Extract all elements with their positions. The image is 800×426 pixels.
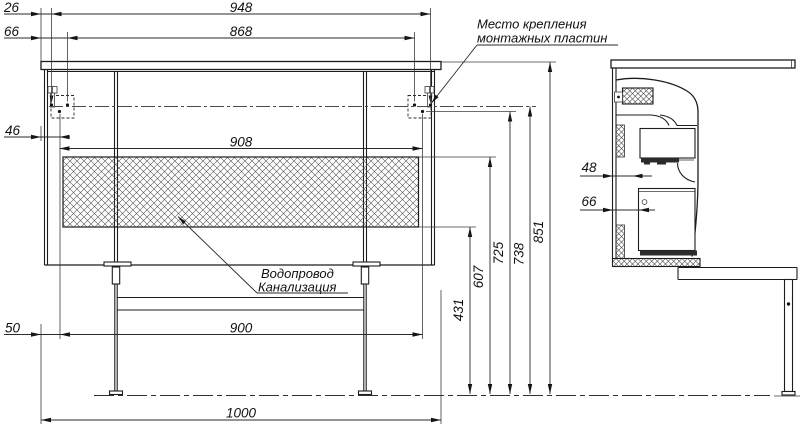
mounting-note <box>432 17 619 104</box>
drawer-upper-section <box>640 129 695 165</box>
plumbing-note-line2: Канализация <box>258 279 337 295</box>
countertop <box>41 62 441 70</box>
side-leg <box>785 280 793 392</box>
leg-plate-right <box>353 262 380 266</box>
wall-batten-lower <box>616 225 625 259</box>
siphon-recess-arc <box>678 163 696 182</box>
leg-right-sleeve <box>361 267 368 284</box>
dim-label-868: 868 <box>229 24 253 39</box>
leader-line <box>432 45 478 103</box>
dim-851 <box>531 62 552 394</box>
leg-left-sleeve <box>112 267 119 284</box>
leader-line <box>178 217 257 294</box>
dim-label-948: 948 <box>229 0 253 15</box>
dim-label-851: 851 <box>531 220 546 244</box>
countertop-side <box>611 60 795 68</box>
leg-adjuster-screw <box>787 302 790 305</box>
mounting-note-line2: монтажных пластин <box>477 30 608 46</box>
bracket-screw <box>617 96 620 99</box>
dim-label-738: 738 <box>511 242 527 266</box>
dim-label-725: 725 <box>491 241 506 265</box>
wall-batten-upper <box>616 125 625 157</box>
cabinet-bottom-section <box>613 259 701 267</box>
dim-725 <box>491 112 512 395</box>
dim-label-900: 900 <box>229 320 253 336</box>
drawer-lower-section <box>639 189 698 256</box>
mounting-plate-left <box>48 87 74 119</box>
leg-right-foot <box>359 391 372 395</box>
dim-738 <box>512 107 533 395</box>
leg-plate-left <box>104 262 131 266</box>
dim-label-26: 26 <box>4 0 20 15</box>
dim-label-48: 48 <box>581 160 597 175</box>
dim-label-50: 50 <box>5 320 21 336</box>
leg-left-foot <box>110 391 123 395</box>
dim-label-607: 607 <box>471 265 486 289</box>
lower-hole <box>58 110 61 113</box>
mounting-note-line1: Место крепления <box>477 16 587 32</box>
lower-hole <box>421 110 424 113</box>
dim-label-431: 431 <box>451 298 466 322</box>
plumbing-note <box>178 217 348 295</box>
plumbing-note-line1: Водопровод <box>261 266 334 281</box>
dim-label-66-side: 66 <box>581 194 597 209</box>
plumbing-zone-hatch <box>63 157 419 227</box>
dim-607 <box>471 157 492 394</box>
dim-431 <box>451 227 472 394</box>
dim-label-908: 908 <box>229 134 253 150</box>
dim-label-1000: 1000 <box>225 405 257 421</box>
dim-26 <box>3 0 62 16</box>
side-leg-foot <box>782 392 795 396</box>
front-view <box>3 0 556 424</box>
mounting-plate-section <box>623 88 654 104</box>
side-view <box>580 60 800 396</box>
dim-label-66: 66 <box>4 24 20 39</box>
console-and-leg <box>678 268 800 397</box>
dim-label-46: 46 <box>5 123 21 138</box>
